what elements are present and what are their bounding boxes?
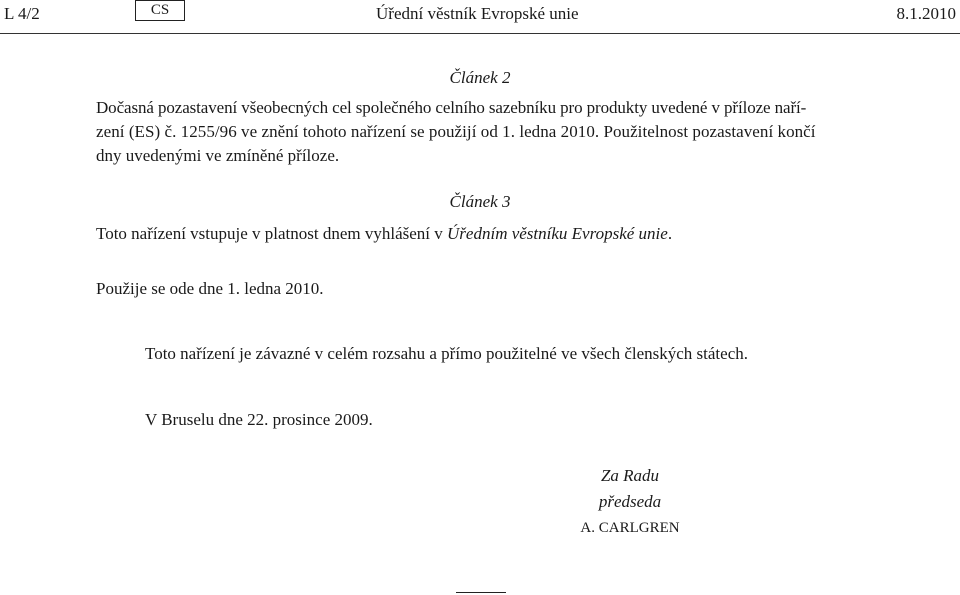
article-3-p1-end: .: [667, 224, 673, 243]
article-2-line-2: zení (ES) č. 1255/96 ve znění tohoto nařízení se použijí od 1. ledna 2010. Použitelnost pozastavení končí: [96, 122, 816, 141]
article-3-paragraph-2: Použije se ode dne 1. ledna 2010.: [96, 279, 324, 298]
article-3-p1-journal: Úředním věstníku Evropské unie: [447, 224, 668, 243]
article-2-line-3: dny uvedenými ve zmíněné příloze.: [96, 146, 340, 165]
footnote-divider: [456, 592, 506, 593]
article-3-paragraph-1: [96, 222, 672, 246]
header-divider: [0, 33, 960, 34]
page-reference: L 4/2: [4, 4, 40, 23]
signature-role: předseda: [598, 492, 662, 511]
article-3-title: Článek 3: [449, 192, 511, 211]
journal-title: Úřední věstník Evropské unie: [376, 4, 579, 23]
place-and-date: V Bruselu dne 22. prosince 2009.: [145, 410, 373, 429]
article-2-title: Článek 2: [449, 68, 511, 87]
binding-clause: Toto nařízení je závazné v celém rozsahu a přímo použitelné ve všech členských státech.: [145, 344, 748, 363]
signature-council: Za Radu: [600, 466, 660, 485]
article-2-line-1: Dočasná pozastavení všeobecných cel společného celního sazebníku pro produkty uvedené v příloze naří-: [96, 98, 807, 117]
article-3-p1-text: Toto nařízení vstupuje v platnost dnem vyhlášení v: [96, 224, 448, 243]
publication-date: 8.1.2010: [896, 4, 956, 23]
language-badge: CS: [135, 0, 185, 21]
signatory-name: A. CARLGREN: [580, 520, 680, 536]
